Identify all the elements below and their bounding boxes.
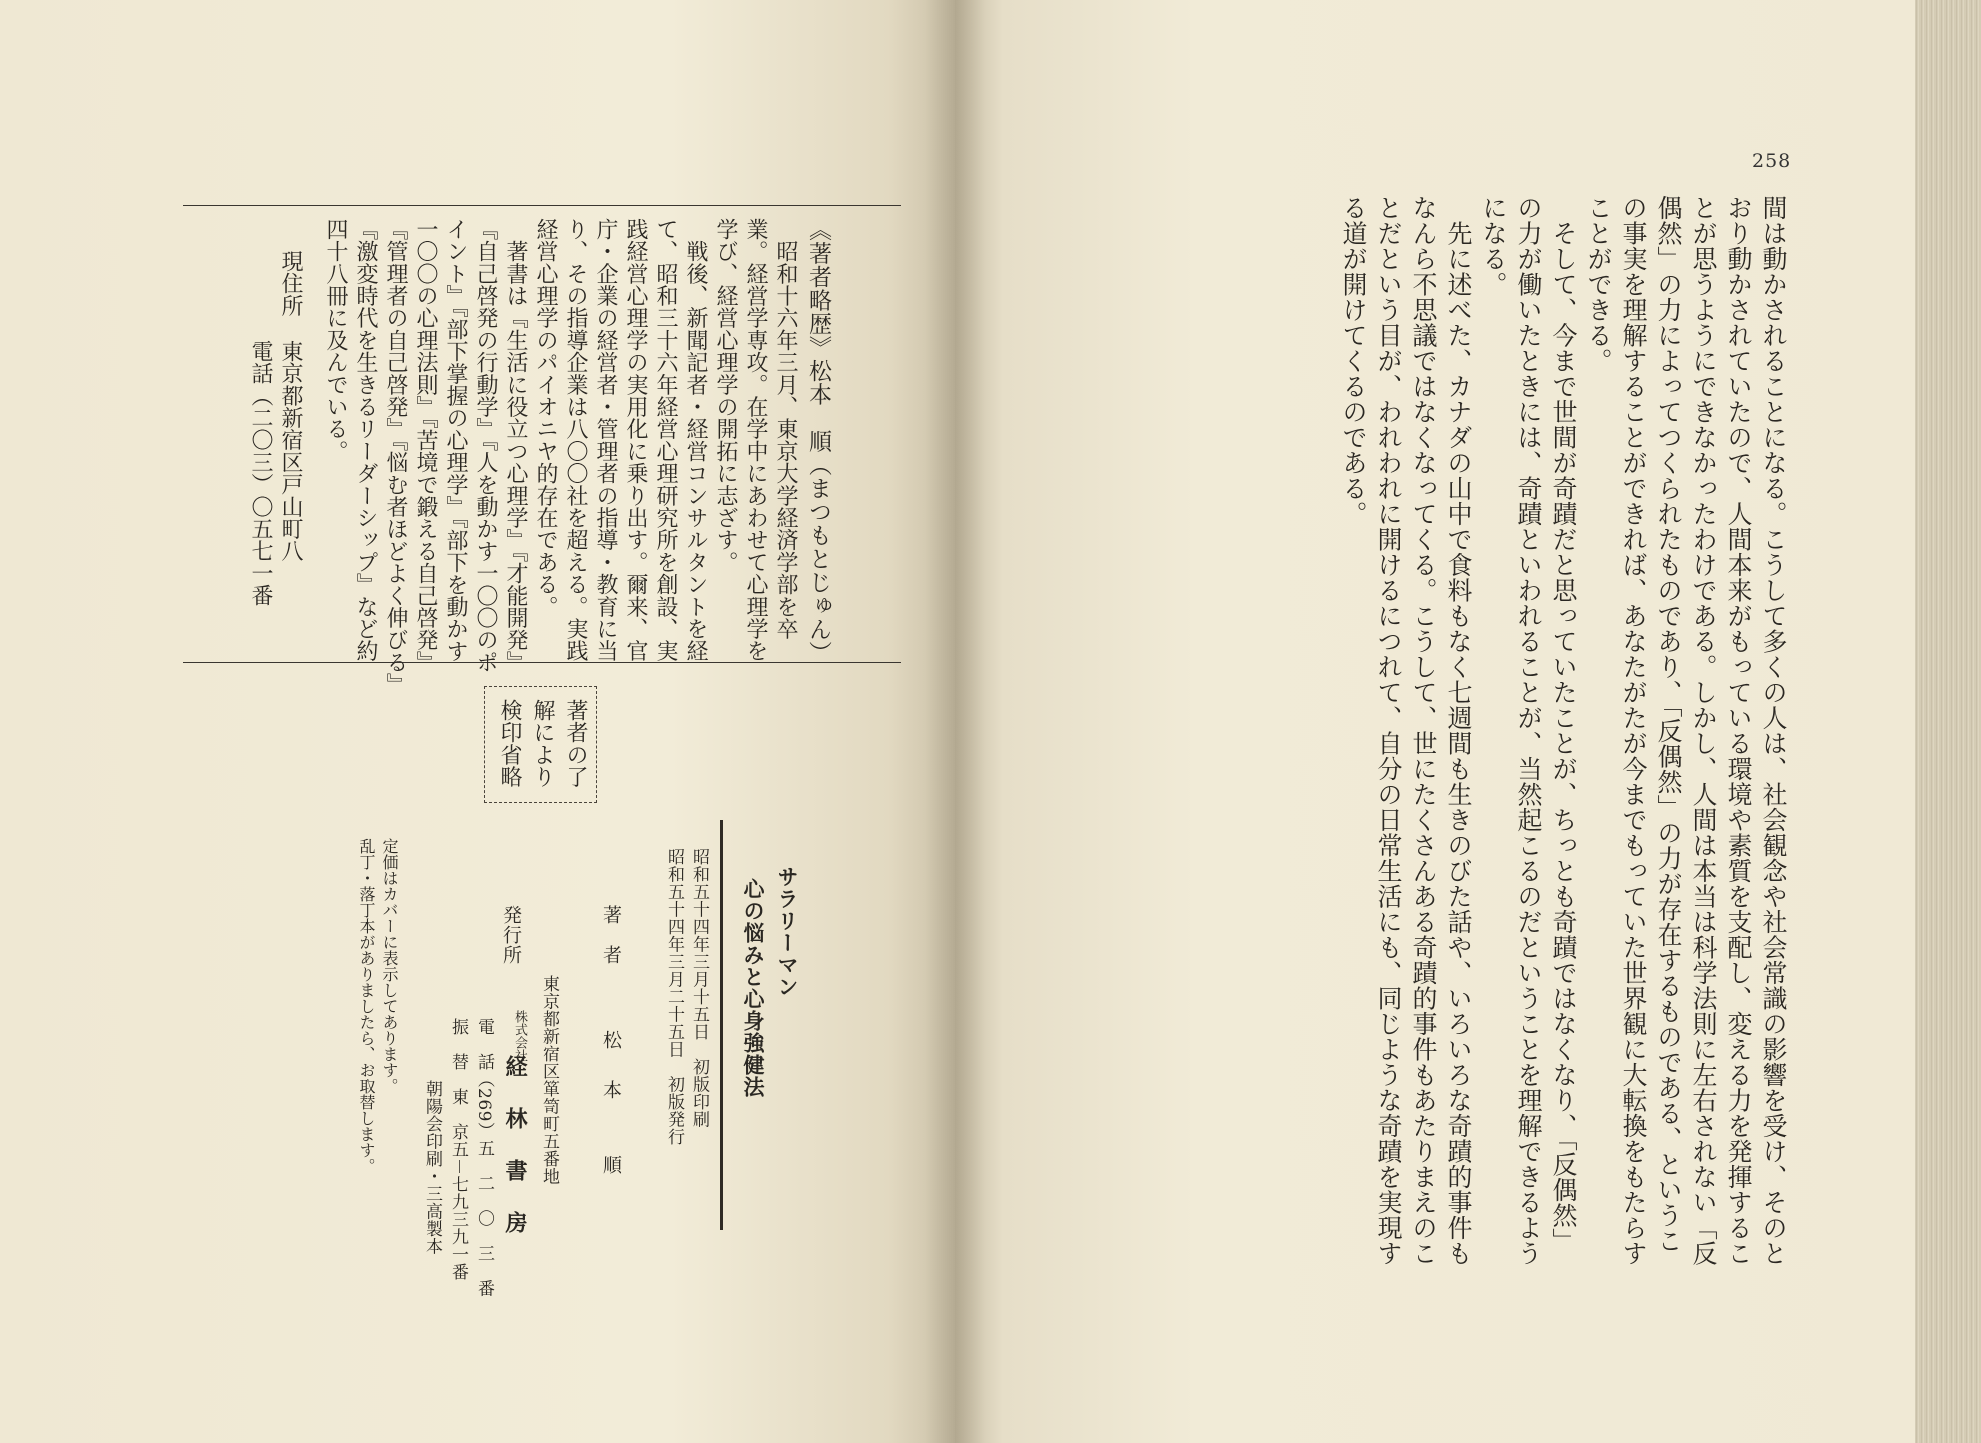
author-bio-line: 業。経営学専攻。在学中にあわせて心理学を	[743, 218, 768, 662]
printer: 朝陽会印刷・三高製本	[422, 1080, 442, 1255]
residence-phone: 電話（二〇三）〇五七一番	[248, 340, 273, 607]
publisher-address: 東京都新宿区箪笥町五番地	[539, 975, 559, 1185]
seal-notice-line: 解により	[530, 699, 555, 788]
publisher-phone: 電 話（269）五 二 〇 三 番	[474, 1018, 494, 1297]
body-line: おり動かされていたので、人間本来がもっている環境や素質を支配し、変える力を発揮するこ	[1724, 195, 1753, 1266]
seal-notice-box	[484, 686, 597, 803]
defect-note: 乱丁・落丁本がありましたら、お取替します。	[357, 838, 376, 1174]
author-bio-line: 戦後、新聞記者・経営コンサルタントを経	[683, 218, 708, 662]
body-line: 先に述べた、カナダの山中で食料もなく七週間も生きのびた話や、いろいろな奇蹟的事件も	[1444, 195, 1473, 1266]
publisher-transfer: 振 替 東 京五－七九三九一番	[448, 1018, 468, 1281]
body-line: の事実を理解することができれば、あなたがたが今までもっていた世界観に大転換をもたらす	[1619, 195, 1648, 1266]
bio-top-rule	[183, 205, 901, 206]
residence-label: 現住所	[278, 250, 303, 317]
author-bio-line: て、昭和三十六年経営心理研究所を創設、実	[653, 218, 678, 662]
author-label: 著 者	[600, 905, 622, 965]
seal-notice-line: 著者の了	[563, 699, 588, 788]
page-edges	[1915, 0, 1981, 1443]
author-bio-line: 一〇〇の心理法則』『苦境で鍛える自己啓発』	[413, 218, 438, 674]
author-bio-line: 庁・企業の経営者・管理者の指導・教育に当	[593, 218, 618, 662]
body-line: 間は動かされることになる。こうして多くの人は、社会観念や社会常識の影響を受け、そのと	[1759, 195, 1788, 1266]
author-bio-line: 昭和十六年三月、東京大学経済学部を卒	[773, 218, 798, 640]
print-date: 昭和五十四年三月十五日 初版印刷	[689, 848, 709, 1128]
author-bio-line: 四十八冊に及んでいる。	[323, 218, 348, 463]
residence-address: 東京都新宿区戸山町八	[278, 340, 303, 562]
publisher-type: 株式会社	[512, 1010, 527, 1062]
publisher-label: 発行所	[500, 905, 522, 965]
publisher-name: 経 林 書 房	[502, 1055, 528, 1237]
body-line: 偶然」の力によってつくられたものであり、「反偶然」の力が存在するものである、というこ	[1654, 195, 1683, 1254]
body-line: になる。	[1479, 195, 1508, 297]
body-line: とが思うようにできなかったわけである。しかし、人間は本当は科学法則に左右されない「反	[1689, 195, 1718, 1266]
author-bio-line: 『管理者の自己啓発』『悩む者ほどよく伸びる』	[383, 218, 408, 696]
body-line: とだという目が、われわれに開けるにつれて、自分の日常生活にも、同じような奇蹟を実現す	[1374, 195, 1403, 1266]
body-line: る道が開けてくるのである。	[1339, 195, 1368, 527]
author-bio-line: 『自己啓発の行動学』『人を動かす一〇〇のポ	[473, 218, 498, 674]
book-title: 心の悩みと心身強健法	[741, 878, 766, 1098]
author-bio-line: 経営心理学のパイオニヤ的存在である。	[533, 218, 558, 618]
author-bio-line: 践経営心理学の実用化に乗り出す。爾来、官	[623, 218, 648, 662]
body-line: ことができる。	[1584, 195, 1613, 374]
price-note: 定価はカバーに表示してあります。	[380, 838, 399, 1094]
author-bio-line: り、その指導企業は八〇〇社を超える。実践	[563, 218, 588, 662]
seal-notice-line: 検印省略	[497, 699, 522, 788]
colophon-bar	[720, 820, 723, 1230]
author-bio-line: イント』『部下掌握の心理学』『部下を動かす	[443, 218, 468, 663]
series-title: サラリーマン	[775, 866, 800, 998]
author-bio-line: 著書は『生活に役立つ心理学』『才能開発』	[503, 218, 528, 674]
publish-date: 昭和五十四年三月二十五日 初版発行	[664, 848, 684, 1146]
book-gutter	[925, 0, 985, 1443]
body-line: なんら不思議ではなくなってくる。こうして、世にたくさんある奇蹟的事件もあたりまえのこ	[1409, 195, 1438, 1266]
bio-bottom-rule	[183, 662, 901, 663]
author-name: 松 本 順	[600, 1030, 622, 1180]
author-bio-line: 『激変時代を生きるリーダーシップ』など約	[353, 218, 378, 662]
author-bio-heading: 《著者略歴》松本 順（まつもとじゅん）	[805, 218, 831, 665]
page-number: 258	[1752, 150, 1792, 172]
author-bio-line: 学び、経営心理学の開拓に志ざす。	[713, 218, 738, 574]
body-text	[1339, 195, 1788, 1280]
body-line: そして、今まで世間が奇蹟だと思っていたことが、ちっとも奇蹟ではなくなり、「反偶然」	[1549, 195, 1578, 1254]
body-line: の力が働いたときには、奇蹟といわれることが、当然起こるのだということを理解できるよう	[1514, 195, 1543, 1266]
